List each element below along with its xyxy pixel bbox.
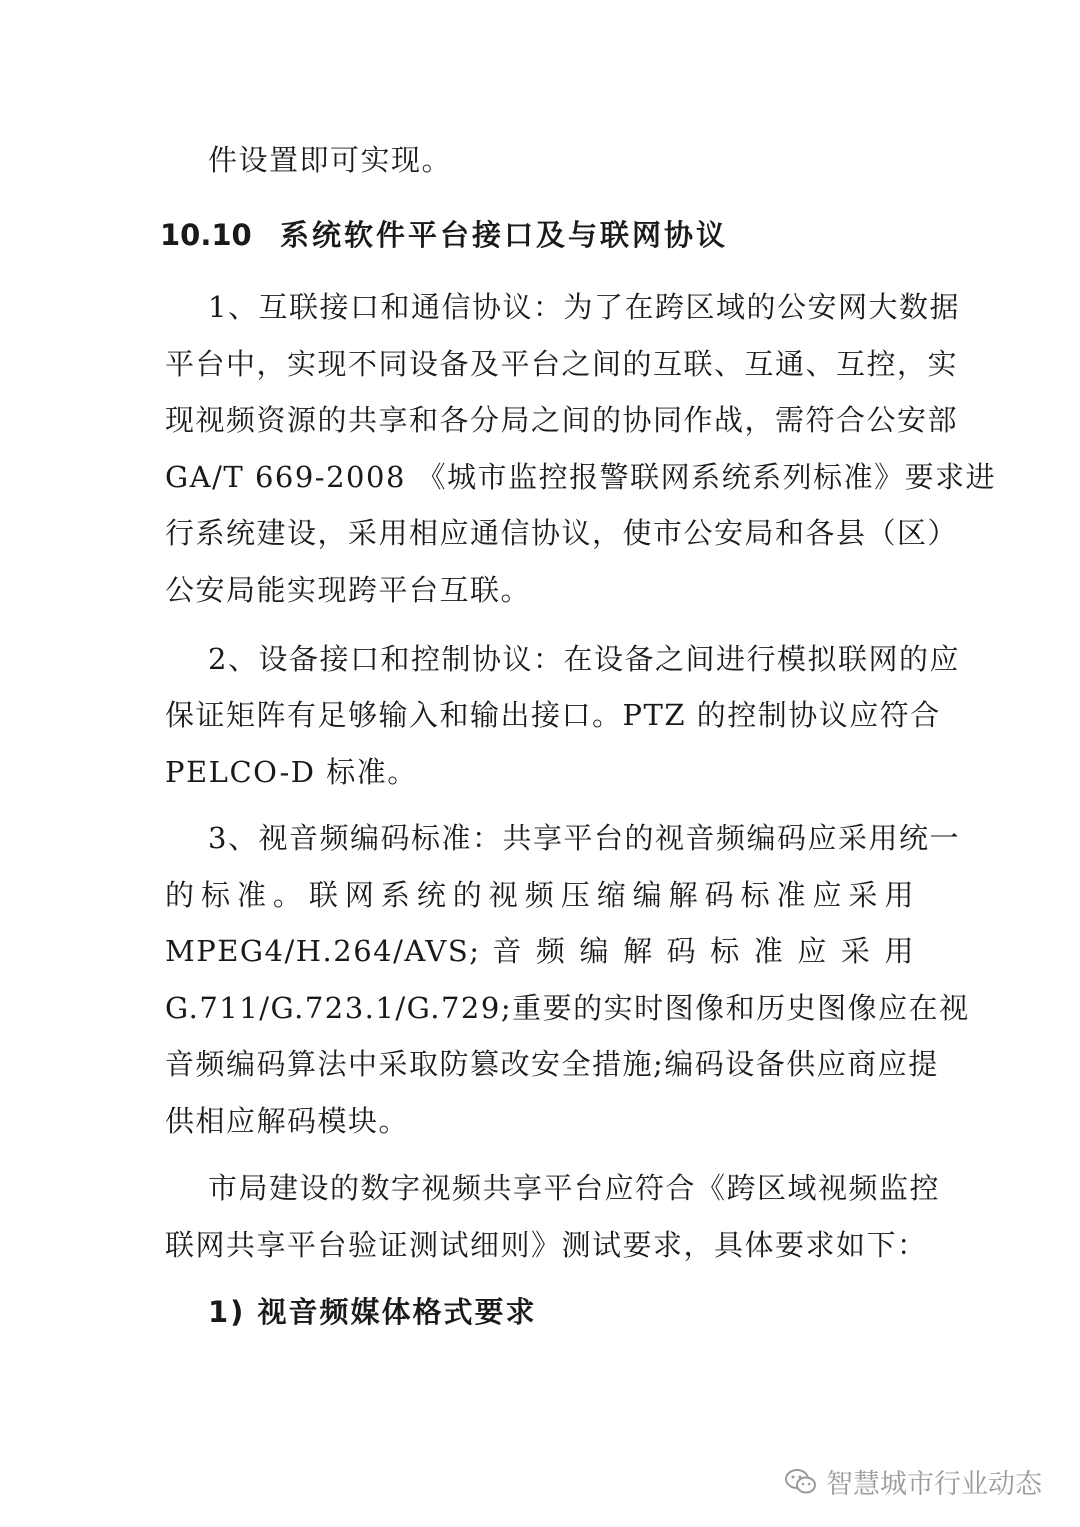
text-line: 联网共享平台验证测试细则》测试要求，具体要求如下： [165,1228,928,1262]
text-line: 供相应解码模块。 [165,1104,410,1138]
text-line: 平台中，实现不同设备及平台之间的互联、互通、互控，实 [165,347,959,381]
text-line: 音频编码算法中采取防篡改安全措施;编码设备供应商应提 [165,1047,939,1081]
text-line: G.711/G.723.1/G.729;重要的实时图像和历史图像应在视 [165,991,970,1025]
watermark [784,1462,1042,1501]
text-line: 公安局能实现跨平台互联。 [165,573,532,607]
text-line: 行系统建设，采用相应通信协议，使市公安局和各县（区） [165,516,959,550]
section-number: 10.10 [160,218,252,252]
text-line: 3、视音频编码标准：共享平台的视音频编码应采用统一 [208,821,960,855]
text-line: PELCO-D 标准。 [165,755,418,789]
text-line: 件设置即可实现。 [208,143,453,177]
wechat-icon [784,1468,818,1496]
text-line: MPEG4/H.264/AVS; 音 频 编 解 码 标 准 应 采 用 [165,934,915,968]
text-line: 市局建设的数字视频共享平台应符合《跨区域视频监控 [208,1171,941,1205]
subsection-heading: 1) 视音频媒体格式要求 [208,1295,537,1329]
text-line: GA/T 669-2008 《城市监控报警联网系统系列标准》要求进 [165,460,997,494]
watermark-text: 智慧城市行业动态 [826,1469,1042,1500]
section-title: 系统软件平台接口及与联网协议 [280,218,729,252]
text-line: 2、设备接口和控制协议：在设备之间进行模拟联网的应 [208,642,960,676]
text-line: 保证矩阵有足够输入和输出接口。PTZ 的控制协议应符合 [165,698,941,732]
text-line: 1、互联接口和通信协议：为了在跨区域的公安网大数据 [208,290,960,324]
text-line: 现视频资源的共享和各分局之间的协同作战，需符合公安部 [165,403,959,437]
text-line: 的标准。联网系统的视频压缩编解码标准应采用 [165,878,915,912]
